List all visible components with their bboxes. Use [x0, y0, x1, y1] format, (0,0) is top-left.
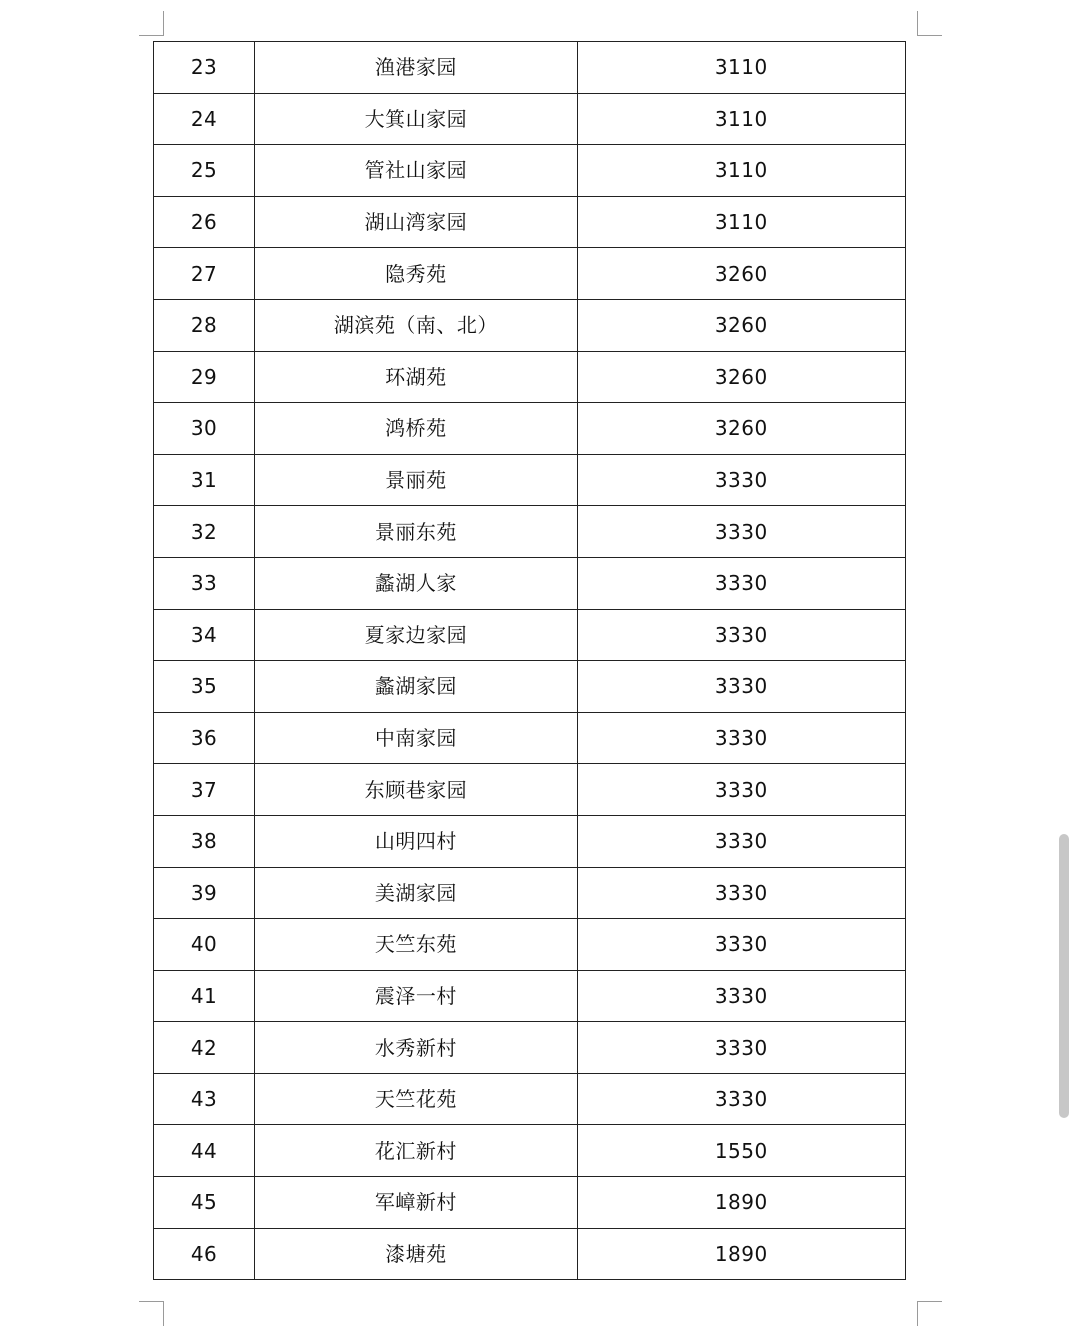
community-name: 美湖家园: [255, 867, 577, 919]
community-name: 震泽一村: [255, 970, 577, 1022]
row-value: 3330: [577, 867, 905, 919]
row-number: 24: [154, 93, 255, 145]
crop-mark-top-left: [139, 11, 164, 36]
row-number: 28: [154, 299, 255, 351]
row-number: 32: [154, 506, 255, 558]
row-value: 3330: [577, 815, 905, 867]
table-row: [154, 919, 906, 971]
row-value: 3110: [577, 145, 905, 197]
table-row: [154, 42, 906, 94]
row-number: 42: [154, 1022, 255, 1074]
row-value: 3110: [577, 42, 905, 94]
table-row: [154, 506, 906, 558]
row-value: 1890: [577, 1177, 905, 1229]
row-number: 46: [154, 1228, 255, 1280]
row-value: 3330: [577, 609, 905, 661]
crop-mark-bottom-left: [139, 1301, 164, 1326]
row-number: 33: [154, 557, 255, 609]
table-row: [154, 454, 906, 506]
community-name: 环湖苑: [255, 351, 577, 403]
community-name: 鸿桥苑: [255, 403, 577, 455]
community-name: 夏家边家园: [255, 609, 577, 661]
community-name: 渔港家园: [255, 42, 577, 94]
table-row: [154, 1125, 906, 1177]
row-value: 3330: [577, 712, 905, 764]
row-value: 3330: [577, 1073, 905, 1125]
community-name: 蠡湖人家: [255, 557, 577, 609]
community-name: 东顾巷家园: [255, 764, 577, 816]
community-name: 景丽苑: [255, 454, 577, 506]
row-value: 3330: [577, 661, 905, 713]
row-number: 27: [154, 248, 255, 300]
table-body: [154, 42, 906, 1280]
table-row: [154, 248, 906, 300]
community-name: 景丽东苑: [255, 506, 577, 558]
row-value: 3260: [577, 299, 905, 351]
row-number: 35: [154, 661, 255, 713]
row-value: 1550: [577, 1125, 905, 1177]
row-number: 29: [154, 351, 255, 403]
table-row: [154, 299, 906, 351]
row-value: 3330: [577, 764, 905, 816]
row-number: 26: [154, 196, 255, 248]
row-value: 3330: [577, 1022, 905, 1074]
row-value: 3330: [577, 506, 905, 558]
community-name: 天竺东苑: [255, 919, 577, 971]
row-value: 3330: [577, 919, 905, 971]
table-row: [154, 1073, 906, 1125]
community-table: [153, 41, 906, 1280]
table-row: [154, 557, 906, 609]
crop-mark-bottom-right: [917, 1301, 942, 1326]
table-row: [154, 1177, 906, 1229]
community-name: 花汇新村: [255, 1125, 577, 1177]
community-name: 水秀新村: [255, 1022, 577, 1074]
row-value: 3330: [577, 454, 905, 506]
table-row: [154, 661, 906, 713]
row-number: 43: [154, 1073, 255, 1125]
community-name: 管社山家园: [255, 145, 577, 197]
table-row: [154, 712, 906, 764]
table-row: [154, 867, 906, 919]
row-number: 45: [154, 1177, 255, 1229]
table-row: [154, 351, 906, 403]
row-value: 3330: [577, 970, 905, 1022]
table-row: [154, 93, 906, 145]
community-name: 中南家园: [255, 712, 577, 764]
table-row: [154, 1228, 906, 1280]
row-number: 31: [154, 454, 255, 506]
row-number: 40: [154, 919, 255, 971]
row-number: 25: [154, 145, 255, 197]
community-name: 湖滨苑（南、北）: [255, 299, 577, 351]
row-value: 3110: [577, 93, 905, 145]
row-number: 38: [154, 815, 255, 867]
table-row: [154, 1022, 906, 1074]
vertical-scrollbar[interactable]: [1059, 834, 1069, 1118]
row-number: 34: [154, 609, 255, 661]
community-name: 漆塘苑: [255, 1228, 577, 1280]
table-row: [154, 403, 906, 455]
community-name: 军嶂新村: [255, 1177, 577, 1229]
row-number: 37: [154, 764, 255, 816]
table-row: [154, 970, 906, 1022]
community-name: 大箕山家园: [255, 93, 577, 145]
table-row: [154, 609, 906, 661]
table-row: [154, 145, 906, 197]
community-name: 蠡湖家园: [255, 661, 577, 713]
community-name: 山明四村: [255, 815, 577, 867]
community-name: 天竺花苑: [255, 1073, 577, 1125]
row-value: 3110: [577, 196, 905, 248]
row-number: 39: [154, 867, 255, 919]
row-number: 36: [154, 712, 255, 764]
row-value: 3260: [577, 248, 905, 300]
row-value: 3330: [577, 557, 905, 609]
crop-mark-top-right: [917, 11, 942, 36]
row-number: 44: [154, 1125, 255, 1177]
table-row: [154, 815, 906, 867]
table-row: [154, 764, 906, 816]
community-name: 隐秀苑: [255, 248, 577, 300]
row-value: 3260: [577, 351, 905, 403]
row-number: 41: [154, 970, 255, 1022]
row-value: 3260: [577, 403, 905, 455]
community-name: 湖山湾家园: [255, 196, 577, 248]
row-value: 1890: [577, 1228, 905, 1280]
row-number: 30: [154, 403, 255, 455]
table-row: [154, 196, 906, 248]
row-number: 23: [154, 42, 255, 94]
